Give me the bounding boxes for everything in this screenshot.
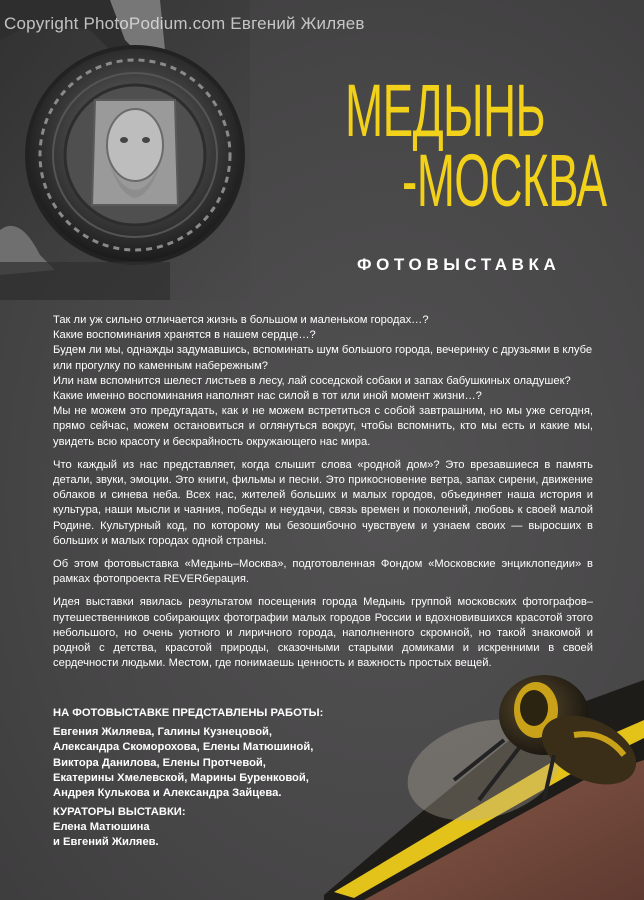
question-line: Или нам вспомнится шелест листьев в лесу, лай соседской собаки и запах бабушкиных оладушек? [53,374,571,387]
hornet-photo [304,660,644,900]
question-line: Будем ли мы, однажды задумавшись, вспоминать шум большого города, вечеринку с друзьями в клубе или прогулку по каменным набережным? [53,344,593,372]
works-line: Александра Скоморохова, Елены Матюшиной, [53,741,314,754]
curator-line: Елена Матюшина [53,821,150,834]
title-line-2: -МОСКВА [402,139,607,222]
question-line: Так ли уж сильно отличается жизнь в большом и маленьком городах…? [53,314,429,326]
paragraph: Идея выставки явилась результатом посещения города Медынь группой московских фотографов–путешественников собирающих фотографии малых городов России и вдохновившихся красотой этого небольшого, но очень уютного и лиричного города, наполненного скромной, но такой знакомой и родной с детства, красотой природы, сказочными старыми домиками и искренними в своей сердечности людьми. Местом, где понимаешь ценность и важность простых вещей. [53,596,593,670]
works-heading: НА ФОТОВЫСТАВКЕ ПРЕДСТАВЛЕНЫ РАБОТЫ: [53,707,324,719]
watermark: Copyright PhotoPodium.com Евгений Жиляев [4,14,365,33]
works-line: Андрея Кулькова и Александра Зайцева. [53,787,282,800]
title-line-1: МЕДЫНЬ [345,69,546,152]
curators-heading: КУРАТОРЫ ВЫСТАВКИ: [53,806,186,818]
works-line: Виктора Данилова, Елены Протчевой, [53,756,266,769]
exhibition-title [345,69,607,222]
question-line: Какие именно воспоминания наполнят нас силой в тот или иной момент жизни…? [53,390,482,403]
paragraph: Что каждый из нас представляет, когда слышит слова «родной дом»? Это врезавшиеся в память детали, звуки, эмоции. Это книги, фильмы и песни. Это прикосновение ветра, запах сирени, движение облаков и синева неба. Всех нас, жителей больших и малых городов, объединяет наша история и культура, наши мысли и чаяния, победы и неудачи, связь времен и поколений, любовь к своей малой Родине. Культурный код, по которому мы безошибочно чувствуем и узнаем своих — выросших в больших и малых городах одной страны. [53,458,593,547]
curator-line: и Евгений Жиляев. [53,836,159,849]
works-line: Евгения Жиляева, Галины Кузнецовой, [53,726,273,739]
exhibition-subtitle: ФОТОВЫСТАВКА [357,255,561,274]
intro-text [53,313,593,679]
paragraph: Об этом фотовыставка «Медынь–Москва», подготовленная Фондом «Московские энциклопедии» в рамках фотопроекта REVERберация. [53,558,593,586]
works-line: Екатерины Хмелевской, Марины Буренковой, [53,771,309,784]
paragraph: Мы не можем это предугадать, как и не можем встретиться с собой завтрашним, но мы уже сегодня, прямо сейчас, можем остановиться и оглянуться вокруг, чтобы вспомнить, кто мы есть и какие мы, увидеть всю красоту и бескрайность окружающего нас мира. [53,405,593,448]
question-line: Какие воспоминания хранятся в нашем сердце…? [53,329,316,342]
medallion-photo [0,0,250,300]
